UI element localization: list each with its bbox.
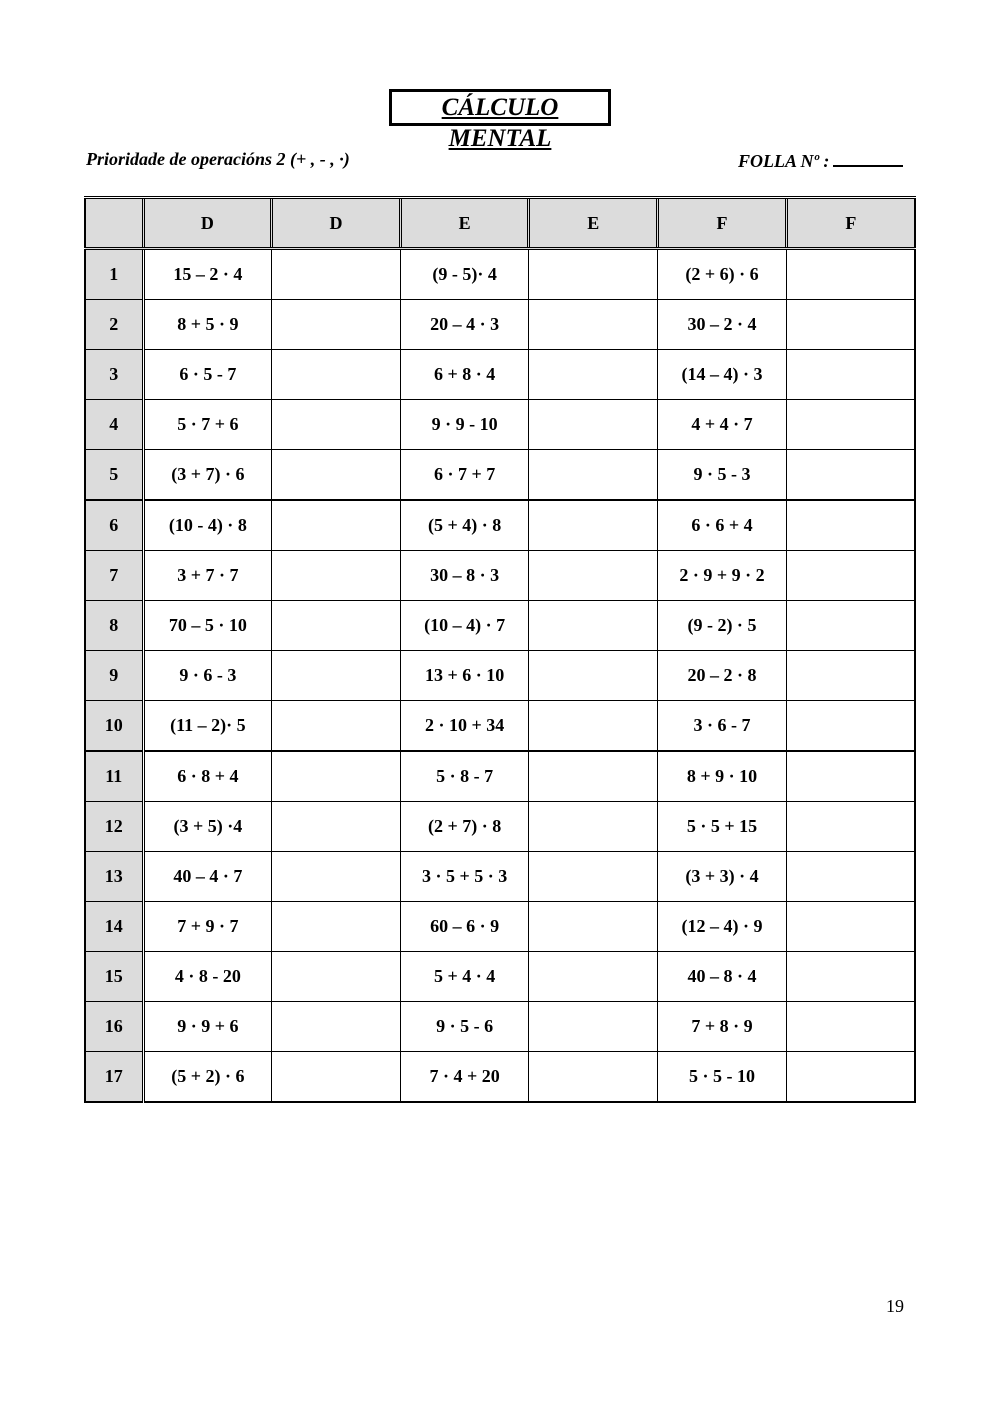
answer-e[interactable]	[529, 450, 658, 501]
expression-f: 8 + 9 · 10	[658, 751, 787, 802]
table-row	[85, 400, 915, 450]
answer-e[interactable]	[529, 551, 658, 601]
row-number: 6	[85, 500, 143, 551]
answer-d[interactable]	[272, 300, 401, 350]
expression-f: 4 + 4 · 7	[658, 400, 787, 450]
sheet-number	[738, 149, 903, 172]
answer-e[interactable]	[529, 249, 658, 300]
row-number: 13	[85, 852, 143, 902]
table-row	[85, 902, 915, 952]
header-d-answer: D	[272, 198, 401, 249]
answer-d[interactable]	[272, 701, 401, 752]
table-row	[85, 1002, 915, 1052]
expression-d: (11 – 2)· 5	[143, 701, 272, 752]
answer-f[interactable]	[786, 350, 915, 400]
exercise-rows	[85, 249, 915, 1103]
expression-e: 13 + 6 · 10	[400, 651, 529, 701]
expression-d: 15 – 2 · 4	[143, 249, 272, 300]
answer-f[interactable]	[786, 802, 915, 852]
page-title: CÁLCULO MENTAL	[441, 94, 559, 152]
header-corner	[85, 198, 143, 249]
expression-d: 3 + 7 · 7	[143, 551, 272, 601]
page-number: 19	[886, 1296, 904, 1316]
header-f-answer: F	[786, 198, 915, 249]
expression-e: 9 · 5 - 6	[400, 1002, 529, 1052]
expression-f: 40 – 8 · 4	[658, 952, 787, 1002]
row-number: 7	[85, 551, 143, 601]
answer-e[interactable]	[529, 952, 658, 1002]
expression-d: 7 + 9 · 7	[143, 902, 272, 952]
table-row	[85, 450, 915, 501]
table-row	[85, 701, 915, 752]
table-row	[85, 952, 915, 1002]
exercise-table	[84, 196, 916, 1103]
answer-d[interactable]	[272, 249, 401, 300]
answer-f[interactable]	[786, 551, 915, 601]
expression-d: 5 · 7 + 6	[143, 400, 272, 450]
expression-e: (2 + 7) · 8	[400, 802, 529, 852]
expression-f: (3 + 3) · 4	[658, 852, 787, 902]
expression-e: 60 – 6 · 9	[400, 902, 529, 952]
row-number: 11	[85, 751, 143, 802]
answer-f[interactable]	[786, 249, 915, 300]
table-row	[85, 551, 915, 601]
subtitle: Prioridade de operacións 2 (+ , - , ·)	[86, 149, 350, 169]
header-f-expression: F	[658, 198, 787, 249]
table-row	[85, 249, 915, 300]
row-number: 2	[85, 300, 143, 350]
expression-d: 6 · 5 - 7	[143, 350, 272, 400]
expression-d: 4 · 8 - 20	[143, 952, 272, 1002]
expression-e: 6 + 8 · 4	[400, 350, 529, 400]
answer-d[interactable]	[272, 1052, 401, 1103]
answer-d[interactable]	[272, 601, 401, 651]
answer-d[interactable]	[272, 902, 401, 952]
expression-e: (9 - 5)· 4	[400, 249, 529, 300]
answer-f[interactable]	[786, 701, 915, 752]
expression-f: (14 – 4) · 3	[658, 350, 787, 400]
answer-e[interactable]	[529, 601, 658, 651]
header-d-expression: D	[143, 198, 272, 249]
expression-e: 6 · 7 + 7	[400, 450, 529, 501]
answer-d[interactable]	[272, 852, 401, 902]
table-row	[85, 651, 915, 701]
header-row	[85, 198, 915, 249]
expression-d: (10 - 4) · 8	[143, 500, 272, 551]
expression-d: (3 + 5) ·4	[143, 802, 272, 852]
sheet-number-label: FOLLA Nº :	[738, 151, 830, 171]
row-number: 5	[85, 450, 143, 501]
table-row	[85, 350, 915, 400]
answer-f[interactable]	[786, 952, 915, 1002]
table-row	[85, 601, 915, 651]
answer-f[interactable]	[786, 1002, 915, 1052]
answer-d[interactable]	[272, 751, 401, 802]
table-row	[85, 751, 915, 802]
answer-d[interactable]	[272, 450, 401, 501]
answer-f[interactable]	[786, 300, 915, 350]
answer-d[interactable]	[272, 952, 401, 1002]
expression-f: 9 · 5 - 3	[658, 450, 787, 501]
expression-f: (2 + 6) · 6	[658, 249, 787, 300]
answer-d[interactable]	[272, 551, 401, 601]
table-row	[85, 852, 915, 902]
expression-e: (10 – 4) · 7	[400, 601, 529, 651]
expression-f: 6 · 6 + 4	[658, 500, 787, 551]
answer-d[interactable]	[272, 500, 401, 551]
answer-d[interactable]	[272, 651, 401, 701]
expression-e: (5 + 4) · 8	[400, 500, 529, 551]
row-number: 4	[85, 400, 143, 450]
expression-e: 30 – 8 · 3	[400, 551, 529, 601]
answer-f[interactable]	[786, 400, 915, 450]
table-row	[85, 500, 915, 551]
answer-e[interactable]	[529, 701, 658, 752]
answer-e[interactable]	[529, 651, 658, 701]
answer-e[interactable]	[529, 500, 658, 551]
answer-f[interactable]	[786, 651, 915, 701]
expression-e: 7 · 4 + 20	[400, 1052, 529, 1103]
expression-f: 20 – 2 · 8	[658, 651, 787, 701]
answer-e[interactable]	[529, 902, 658, 952]
answer-e[interactable]	[529, 300, 658, 350]
answer-e[interactable]	[529, 350, 658, 400]
expression-d: 6 · 8 + 4	[143, 751, 272, 802]
table-row	[85, 300, 915, 350]
expression-f: 3 · 6 - 7	[658, 701, 787, 752]
answer-e[interactable]	[529, 400, 658, 450]
expression-e: 9 · 9 - 10	[400, 400, 529, 450]
expression-e: 2 · 10 + 34	[400, 701, 529, 752]
expression-d: 70 – 5 · 10	[143, 601, 272, 651]
row-number: 12	[85, 802, 143, 852]
header-e-expression: E	[400, 198, 529, 249]
row-number: 9	[85, 651, 143, 701]
answer-e[interactable]	[529, 852, 658, 902]
answer-e[interactable]	[529, 751, 658, 802]
expression-f: 5 · 5 - 10	[658, 1052, 787, 1103]
sheet-number-blank[interactable]	[833, 149, 903, 167]
expression-e: 5 + 4 · 4	[400, 952, 529, 1002]
answer-f[interactable]	[786, 751, 915, 802]
answer-d[interactable]	[272, 400, 401, 450]
expression-f: 2 · 9 + 9 · 2	[658, 551, 787, 601]
row-number: 1	[85, 249, 143, 300]
expression-f: 5 · 5 + 15	[658, 802, 787, 852]
expression-f: 7 + 8 · 9	[658, 1002, 787, 1052]
expression-d: 9 · 6 - 3	[143, 651, 272, 701]
header-e-answer: E	[529, 198, 658, 249]
table-row	[85, 1052, 915, 1103]
expression-d: 40 – 4 · 7	[143, 852, 272, 902]
answer-f[interactable]	[786, 450, 915, 501]
answer-d[interactable]	[272, 802, 401, 852]
answer-e[interactable]	[529, 1052, 658, 1103]
expression-e: 5 · 8 - 7	[400, 751, 529, 802]
expression-d: 9 · 9 + 6	[143, 1002, 272, 1052]
expression-f: (9 - 2) · 5	[658, 601, 787, 651]
expression-e: 20 – 4 · 3	[400, 300, 529, 350]
table-row	[85, 802, 915, 852]
answer-f[interactable]	[786, 500, 915, 551]
row-number: 8	[85, 601, 143, 651]
answer-e[interactable]	[529, 802, 658, 852]
expression-e: 3 · 5 + 5 · 3	[400, 852, 529, 902]
row-number: 17	[85, 1052, 143, 1103]
expression-d: 8 + 5 · 9	[143, 300, 272, 350]
row-number: 15	[85, 952, 143, 1002]
expression-f: (12 – 4) · 9	[658, 902, 787, 952]
expression-d: (3 + 7) · 6	[143, 450, 272, 501]
row-number: 10	[85, 701, 143, 752]
expression-f: 30 – 2 · 4	[658, 300, 787, 350]
row-number: 14	[85, 902, 143, 952]
expression-d: (5 + 2) · 6	[143, 1052, 272, 1103]
answer-f[interactable]	[786, 852, 915, 902]
title-box	[389, 89, 611, 152]
row-number: 3	[85, 350, 143, 400]
answer-f[interactable]	[786, 902, 915, 952]
answer-e[interactable]	[529, 1002, 658, 1052]
row-number: 16	[85, 1002, 143, 1052]
answer-d[interactable]	[272, 1002, 401, 1052]
answer-f[interactable]	[786, 601, 915, 651]
answer-d[interactable]	[272, 350, 401, 400]
answer-f[interactable]	[786, 1052, 915, 1103]
